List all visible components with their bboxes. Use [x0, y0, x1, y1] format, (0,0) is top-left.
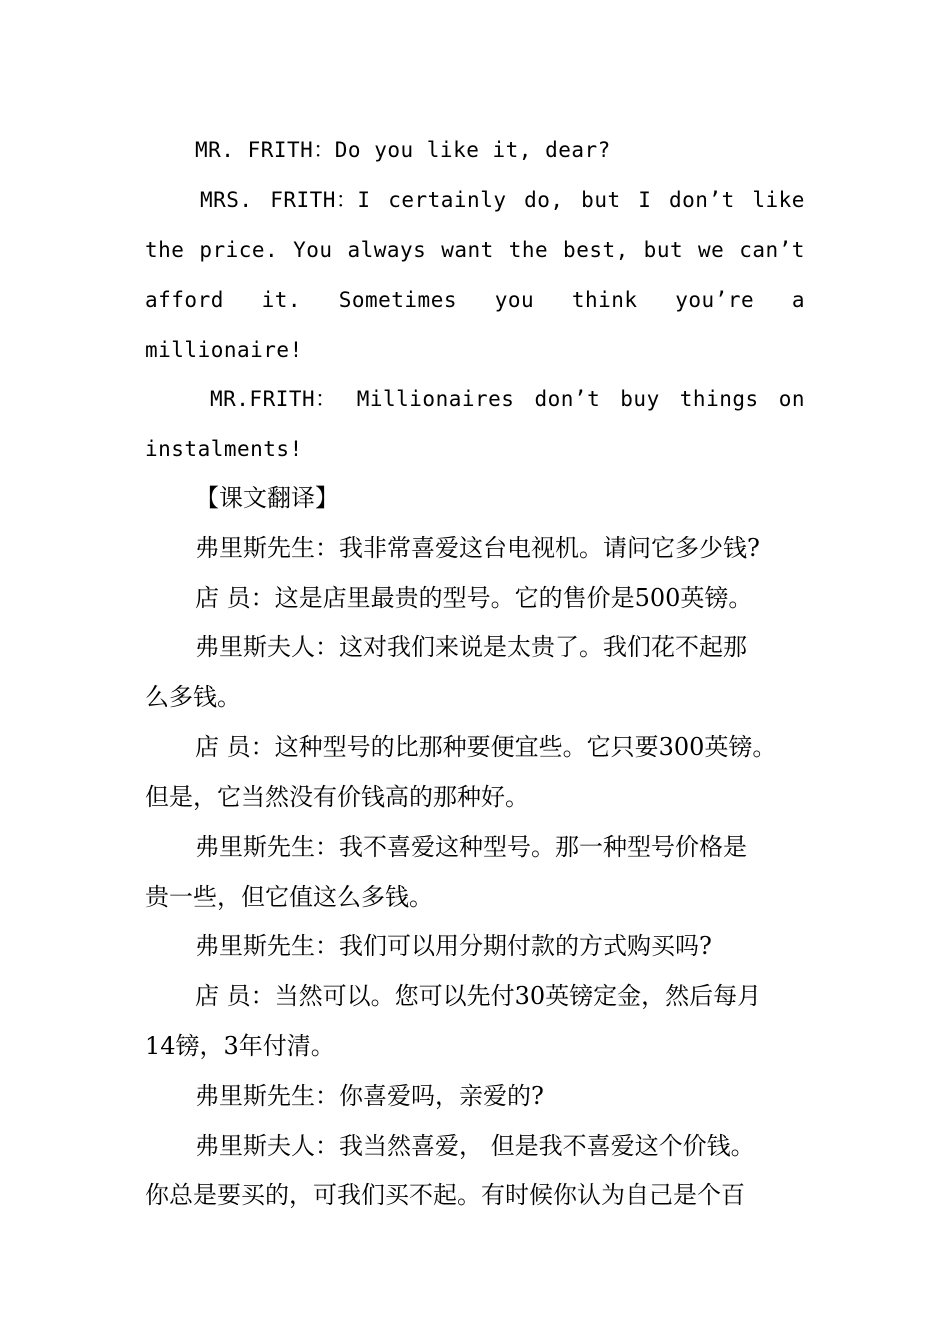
translation-line: 14镑，3年付清。	[145, 1032, 335, 1060]
word: do,	[524, 188, 564, 212]
word: price.	[199, 238, 279, 262]
word: but	[643, 238, 684, 262]
section-heading: 【课文翻译】	[195, 484, 339, 512]
dialogue-line-mr-frith-2	[210, 381, 805, 417]
translation-line: 么多钱。	[145, 683, 241, 711]
word: afford	[145, 288, 224, 312]
translation-line: 你总是要买的，可我们买不起。有时候你认为自己是个百	[145, 1181, 745, 1209]
translation-line: 但是，它当然没有价钱高的那种好。	[145, 783, 529, 811]
word: MRS.	[200, 188, 253, 212]
dialogue-line-mrs-frith-4: millionaire!	[145, 338, 303, 362]
dialogue-line-mrs-frith-2	[145, 232, 805, 268]
dialogue-line-mr-frith-3: instalments!	[145, 437, 303, 461]
word: you	[494, 288, 535, 312]
word: but	[581, 188, 621, 212]
translation-line: 弗里斯先生：我非常喜爱这台电视机。请问它多少钱?	[195, 534, 760, 562]
translation-line: 弗里斯先生：你喜爱吗，亲爱的?	[195, 1082, 544, 1110]
word: like	[752, 188, 805, 212]
word: on	[778, 387, 805, 411]
dialogue-line-mrs-frith-3	[145, 282, 805, 318]
translation-line: 店 员：这种型号的比那种要便宜些。它只要300英镑。	[195, 733, 777, 761]
word: a	[791, 288, 805, 312]
word: best,	[563, 238, 629, 262]
word: the	[145, 238, 185, 262]
word: can’t	[739, 238, 805, 262]
word: I	[638, 188, 652, 212]
word: buy	[620, 387, 660, 411]
word: don’t	[669, 188, 735, 212]
word: you’re	[675, 288, 755, 312]
word: always	[347, 238, 427, 262]
word: the	[508, 238, 549, 262]
word: we	[698, 238, 725, 262]
word: You	[293, 238, 333, 262]
translation-line: 店 员：这是店里最贵的型号。它的售价是500英镑。	[195, 584, 753, 612]
translation-line: 弗里斯先生：我们可以用分期付款的方式购买吗?	[195, 932, 712, 960]
dialogue-line-mrs-frith-1	[200, 182, 805, 218]
word: certainly	[388, 188, 507, 212]
translation-line: 贵一些，但它值这么多钱。	[145, 883, 433, 911]
word: FRITH：I	[270, 188, 371, 212]
translation-line: 弗里斯夫人：我当然喜爱， 但是我不喜爱这个价钱。	[195, 1132, 755, 1160]
word: Sometimes	[338, 288, 457, 312]
word: don’t	[534, 387, 601, 411]
translation-line: 弗里斯先生：我不喜爱这种型号。那一种型号价格是	[195, 833, 747, 861]
dialogue-line-mr-frith-1: MR. FRITH：Do you like it, dear?	[195, 138, 611, 162]
word: think	[571, 288, 638, 312]
word: things	[679, 387, 759, 411]
translation-line: 弗里斯夫人：这对我们来说是太贵了。我们花不起那	[195, 633, 747, 661]
word: MR.FRITH：	[210, 387, 337, 411]
word: Millionaires	[356, 387, 515, 411]
word: it.	[261, 288, 301, 312]
translation-line: 店 员：当然可以。您可以先付30英镑定金，然后每月	[195, 982, 762, 1010]
word: want	[441, 238, 494, 262]
